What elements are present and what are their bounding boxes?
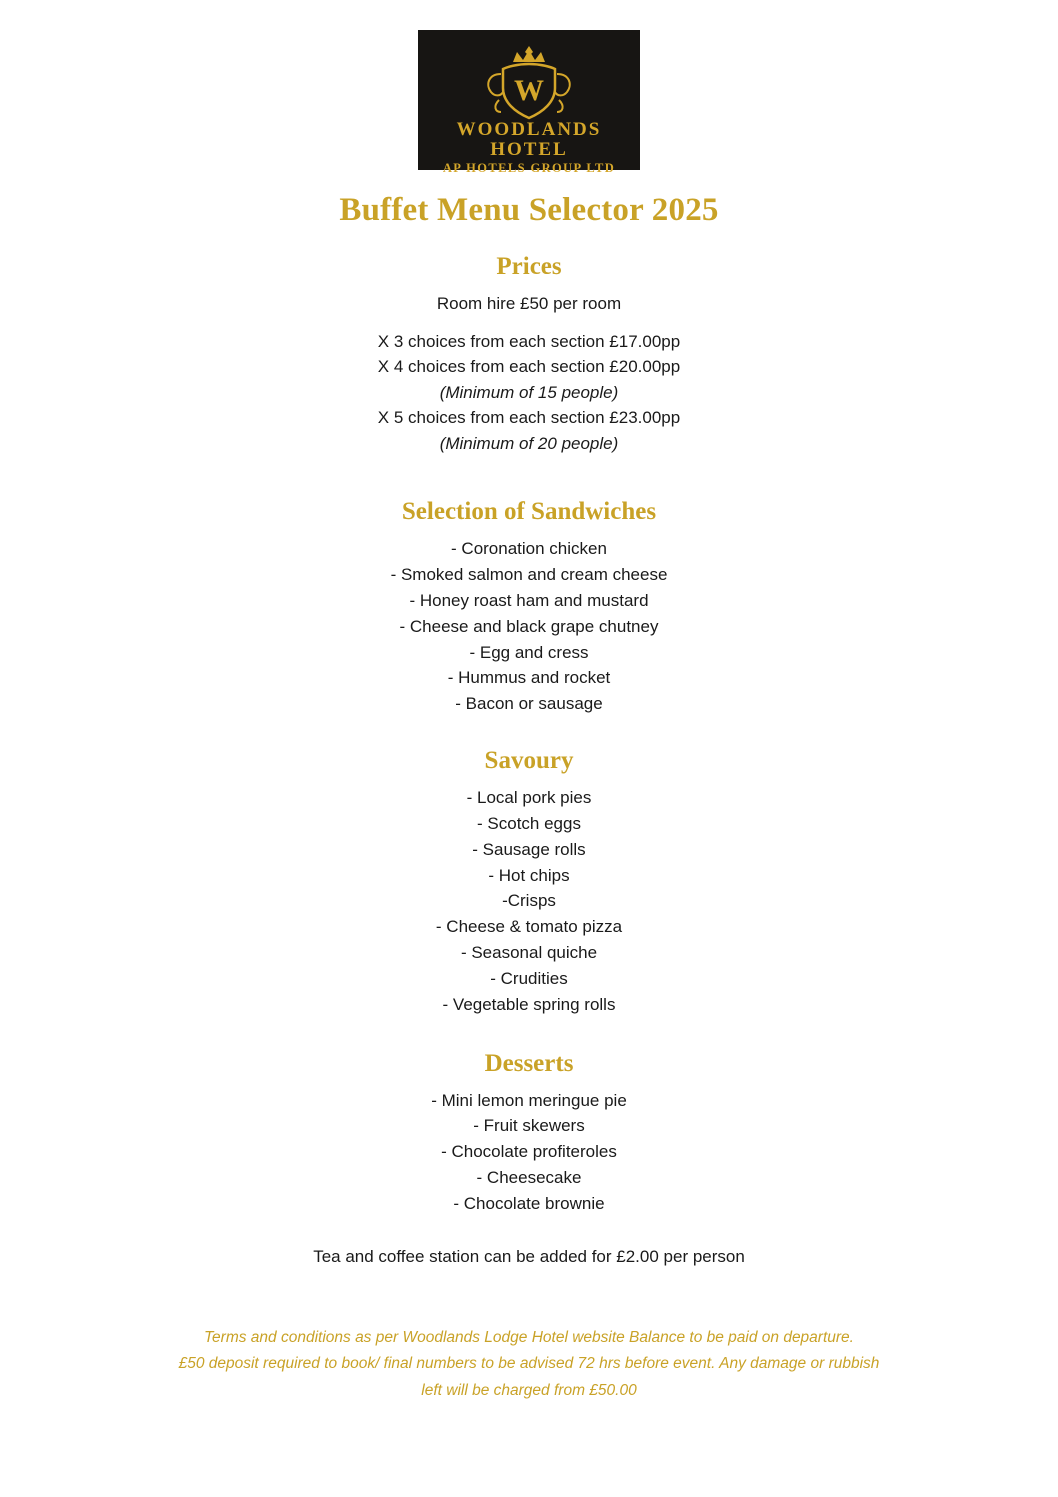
savoury-list: [0, 785, 1058, 1017]
list-item: - Chocolate profiteroles: [441, 1142, 617, 1162]
list-item: - Cheesecake: [476, 1168, 582, 1188]
list-item: - Chocolate brownie: [453, 1193, 605, 1213]
terms-and-conditions: [0, 1325, 1058, 1405]
list-item: - Crudities: [490, 968, 568, 988]
hotel-logo: [418, 30, 640, 175]
sandwiches-list: [0, 536, 1058, 717]
price-note: (Minimum of 20 people): [439, 433, 619, 453]
price-line: X 4 choices from each section £20.00pp: [377, 357, 681, 377]
price-note: (Minimum of 15 people): [439, 382, 619, 402]
page-title: Buffet Menu Selector 2025: [339, 192, 719, 228]
section-heading-sandwiches: Selection of Sandwiches: [401, 498, 657, 526]
list-item: - Fruit skewers: [473, 1116, 585, 1136]
list-item: - Hot chips: [488, 865, 570, 885]
list-item: - Scotch eggs: [477, 813, 581, 833]
list-item: - Egg and cress: [469, 642, 589, 662]
list-item: - Honey roast ham and mustard: [409, 590, 649, 610]
list-item: -Crisps: [502, 891, 556, 911]
svg-text:W: W: [514, 74, 544, 107]
list-item: - Vegetable spring rolls: [442, 994, 616, 1014]
list-item: - Coronation chicken: [451, 539, 607, 559]
logo-group-name: AP HOTELS GROUP LTD: [442, 160, 616, 175]
list-item: - Local pork pies: [466, 788, 592, 808]
list-item: - Bacon or sausage: [455, 694, 603, 714]
section-heading-savoury: Savoury: [484, 747, 574, 775]
terms-line: £50 deposit required to book/ final numbers to be advised 72 hrs before event. Any damage or rubbish: [178, 1355, 880, 1373]
crest-icon: [469, 40, 589, 122]
tea-coffee-note: Tea and coffee station can be added for £2.00 per person: [313, 1246, 745, 1266]
list-item: - Sausage rolls: [472, 839, 586, 859]
section-heading-desserts: Desserts: [484, 1049, 574, 1077]
desserts-list: [0, 1088, 1058, 1217]
list-item: - Hummus and rocket: [447, 668, 611, 688]
list-item: - Smoked salmon and cream cheese: [390, 565, 668, 585]
price-line: X 5 choices from each section £23.00pp: [377, 408, 681, 428]
price-line: X 3 choices from each section £17.00pp: [377, 331, 681, 351]
price-options: [0, 329, 1058, 457]
terms-line: Terms and conditions as per Woodlands Lodge Hotel website Balance to be paid on departure.: [204, 1328, 854, 1346]
list-item: - Cheese & tomato pizza: [435, 917, 623, 937]
list-item: - Mini lemon meringue pie: [431, 1090, 627, 1110]
list-item: - Cheese and black grape chutney: [399, 616, 659, 636]
list-item: - Seasonal quiche: [460, 943, 598, 963]
logo-container: [0, 0, 1058, 175]
room-hire-line: Room hire £50 per room: [436, 294, 622, 313]
terms-line: left will be charged from £50.00: [421, 1382, 637, 1400]
section-heading-prices: Prices: [496, 253, 562, 280]
logo-hotel-name: WOODLANDS HOTEL: [456, 119, 602, 160]
